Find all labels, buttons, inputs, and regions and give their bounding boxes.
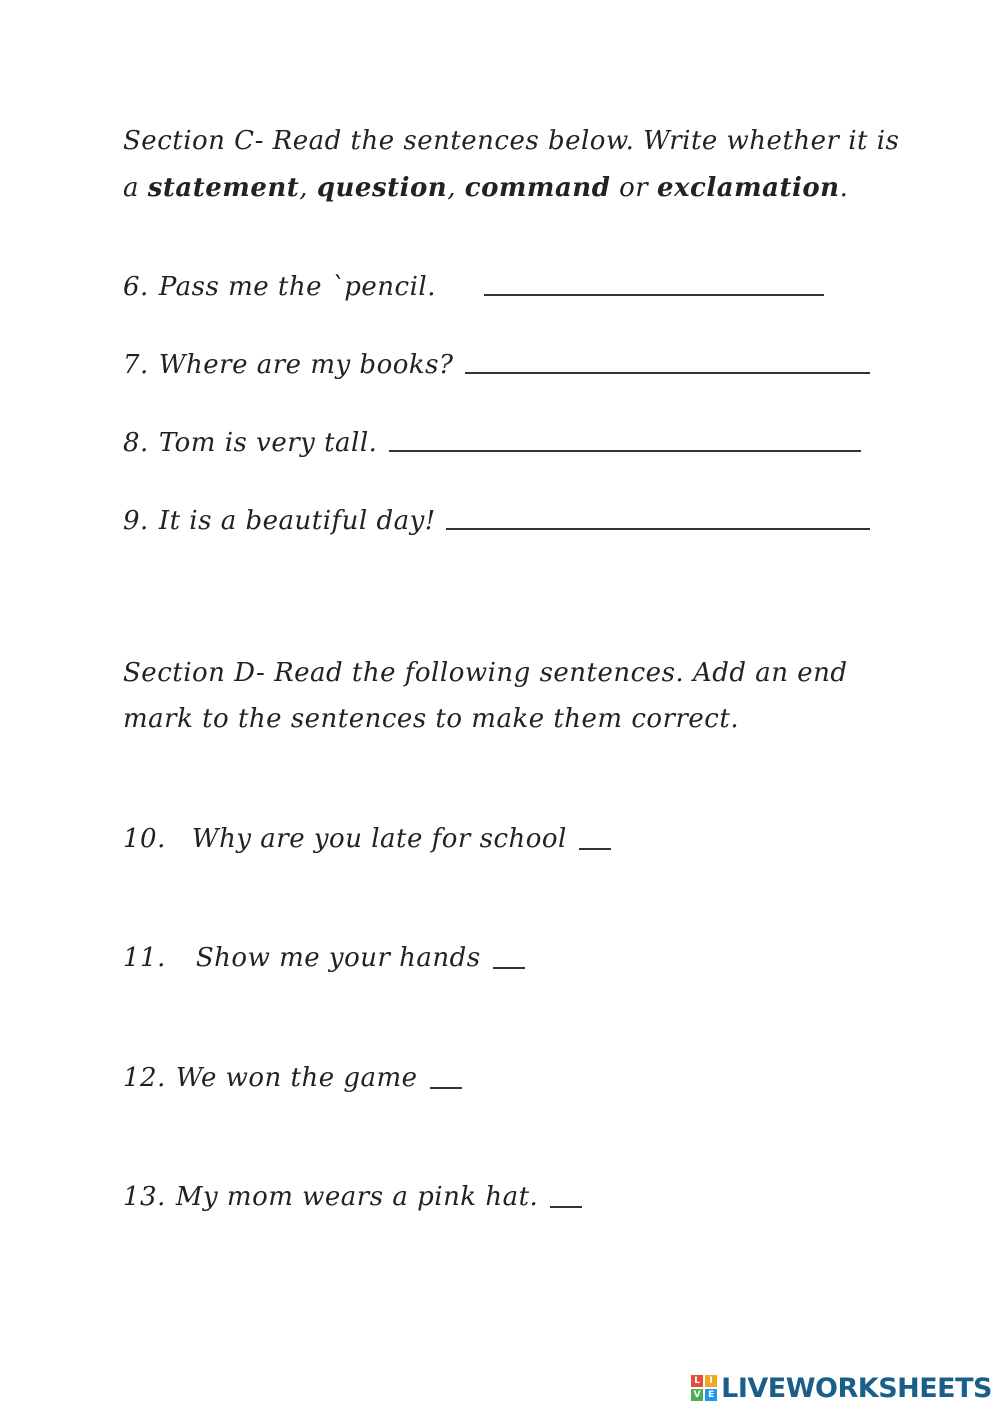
logo-cell-l: L [691,1375,703,1387]
keyword-exclamation: exclamation [657,173,840,203]
question-8-row [123,418,861,458]
question-6-row [123,262,824,302]
logo-cell-v: V [691,1389,703,1401]
logo-text: LIVEWORKSHEETS [721,1372,992,1404]
section-c-instruction-line1: Section C- Read the sentences below. Write whether it is [123,126,900,156]
separator: or [610,173,657,203]
question-text: My mom wears a pink hat. [175,1182,539,1212]
section-c-instruction-line2 [123,175,848,201]
question-13-row [123,1172,582,1212]
question-text: Why are you late for school [191,824,567,854]
question-number: 8. [123,428,149,458]
section-d-instruction-line2: mark to the sentences to make them correct. [123,704,740,734]
end-mark-blank-12[interactable] [430,1087,462,1089]
section-d-instruction-line1: Section D- Read the following sentences. Add an end [123,658,848,688]
question-number: 10. [123,824,166,854]
answer-blank-6[interactable] [484,294,824,296]
section-c-suffix: . [839,173,849,203]
separator: , [299,173,317,203]
answer-blank-9[interactable] [446,528,870,530]
keyword-command: command [464,173,611,203]
question-7-row [123,340,870,380]
logo-cell-e: E [705,1389,717,1401]
question-10-row [123,814,611,854]
question-number: 12. [123,1063,166,1093]
keyword-question: question [316,173,448,203]
question-12-row [123,1053,462,1093]
question-number: 6. [123,272,149,302]
question-text: Tom is very tall. [158,428,378,458]
question-number: 13. [123,1182,166,1212]
logo-cell-i: I [705,1375,717,1387]
question-text: Where are my books? [158,350,454,380]
end-mark-blank-13[interactable] [550,1206,582,1208]
question-11-row [123,933,525,973]
question-number: 7. [123,350,149,380]
section-c-prefix: a [123,173,148,203]
question-9-row [123,496,870,536]
keyword-statement: statement [147,173,300,203]
question-text: We won the game [175,1063,418,1093]
question-number: 9. [123,506,149,536]
logo-icon [691,1375,717,1401]
question-text: Pass me the `pencil. [158,272,436,302]
liveworksheets-logo [691,1371,992,1405]
answer-blank-8[interactable] [389,450,861,452]
question-text: Show me your hands [195,943,481,973]
end-mark-blank-11[interactable] [493,967,525,969]
question-text: It is a beautiful day! [158,506,436,536]
question-number: 11. [123,943,166,973]
separator: , [447,173,465,203]
end-mark-blank-10[interactable] [579,848,611,850]
answer-blank-7[interactable] [465,372,870,374]
